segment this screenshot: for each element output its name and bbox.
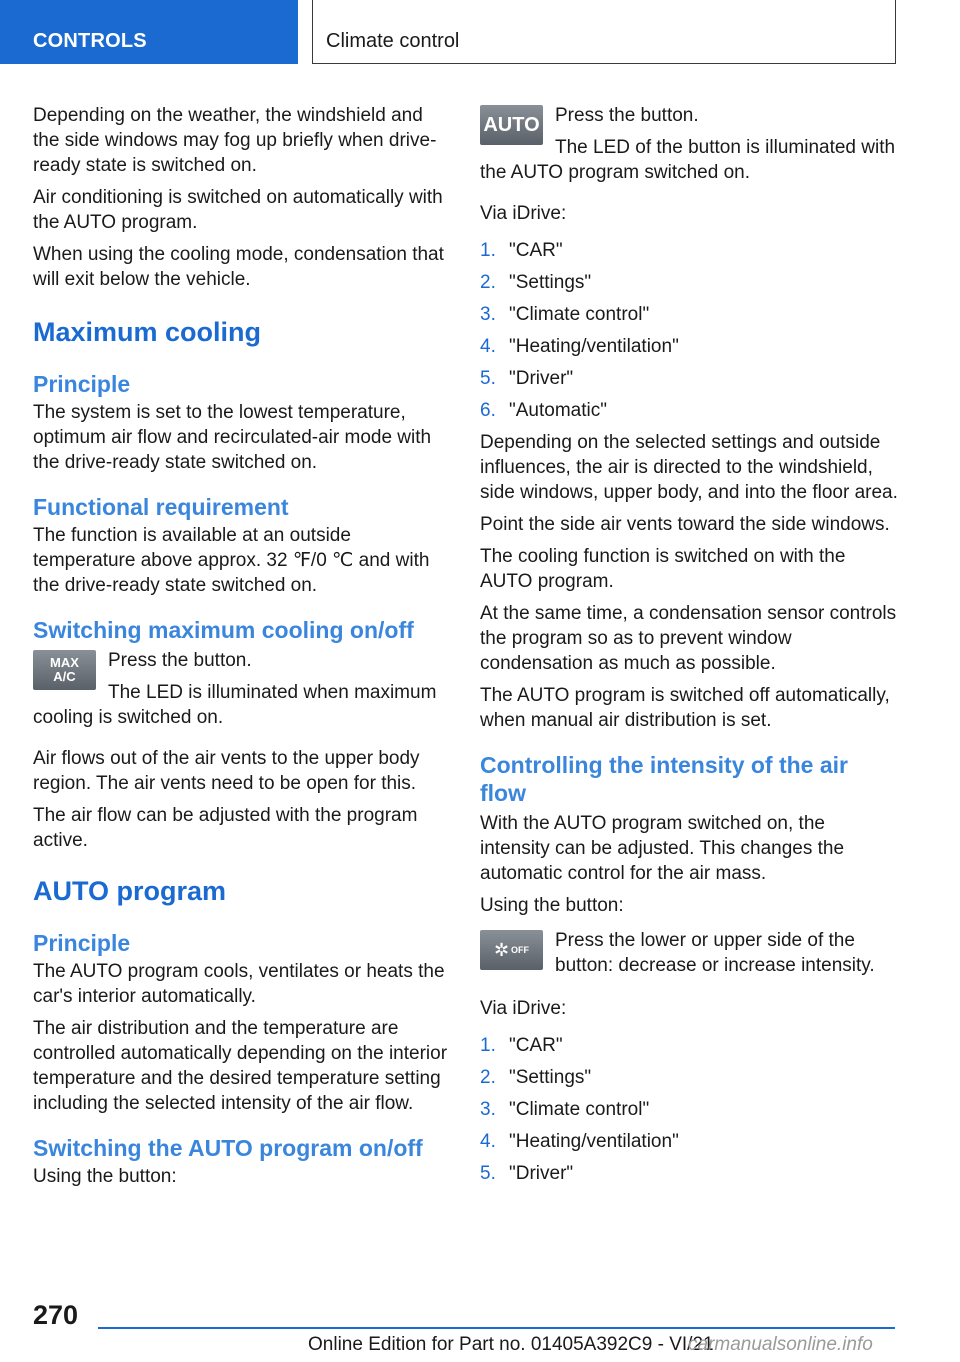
heading-maximum-cooling: Maximum cooling (33, 317, 262, 347)
heading-auto-program: AUTO program (33, 876, 227, 906)
fan-icon: ✲ (493, 939, 510, 960)
list-item-text: "Heating/ventilation" (509, 1131, 679, 1152)
list-item-number: 6. (480, 400, 496, 421)
list-item-number: 4. (480, 336, 496, 357)
paragraph: Using the button: (33, 1166, 177, 1187)
paragraph: When using the cooling mode, condensation that will exit below the vehicle. (33, 244, 444, 290)
section-tab (0, 0, 298, 64)
paragraph: The system is set to the lowest temperature, optimum air flow and recirculated-air mode with the drive-ready state switched on. (33, 402, 432, 473)
list-item (480, 1129, 898, 1154)
auto-instruction (480, 103, 898, 185)
heading-functional-requirement: Functional requirement (33, 494, 289, 520)
list-item-text: "Settings" (509, 272, 592, 293)
list-item (480, 1033, 898, 1058)
paragraph: With the AUTO program switched on, the intensity can be adjusted. This changes the automatic control for the air mass. (480, 813, 845, 884)
chapter-header (312, 0, 896, 64)
paragraph: The AUTO program cools, ventilates or heats the car's interior automatically. (33, 961, 445, 1007)
idrive-steps-list (480, 238, 898, 423)
list-item-number: 1. (480, 240, 496, 261)
paragraph: The air flow can be adjusted with the program active. (33, 805, 418, 851)
fan-button-icon: ✲ OFF (480, 930, 543, 970)
paragraph: Via iDrive: (480, 203, 567, 224)
heading-switching-max-cooling: Switching maximum cooling on/off (33, 617, 414, 643)
heading-principle: Principle (33, 371, 131, 397)
list-item (480, 238, 898, 263)
list-item-text: "CAR" (509, 240, 563, 261)
list-item-number: 4. (480, 1131, 496, 1152)
page-number: 270 (33, 1300, 79, 1330)
list-item (480, 366, 898, 391)
list-item (480, 302, 898, 327)
paragraph: Via iDrive: (480, 998, 567, 1019)
heading-controlling-intensity: Controlling the intensity of the air flow (480, 752, 848, 806)
auto-button-icon: AUTO (480, 105, 543, 145)
heading-switching-auto: Switching the AUTO program on/off (33, 1135, 423, 1161)
list-item-text: "Climate control" (509, 1099, 650, 1120)
watermark: carmanualsonline.info (688, 1334, 873, 1355)
paragraph: Press the button. (108, 650, 252, 671)
list-item-text: "CAR" (509, 1035, 563, 1056)
heading-principle: Principle (33, 930, 131, 956)
fan-instruction (480, 928, 898, 988)
list-item-number: 5. (480, 1163, 496, 1184)
list-item-text: "Heating/ventilation" (509, 336, 679, 357)
paragraph: Depending on the selected settings and outside influences, the air is directed to the windshield, side windows, upper body, and into the floor area. (480, 432, 898, 503)
list-item-number: 3. (480, 304, 496, 325)
paragraph: The AUTO program is switched off automatically, when manual air distribution is set. (480, 685, 890, 731)
section-label: CONTROLS (33, 30, 147, 52)
list-item-text: "Settings" (509, 1067, 592, 1088)
right-column (480, 103, 898, 1193)
paragraph: The LED is illuminated when maximum cooling is switched on. (33, 682, 437, 728)
list-item (480, 1097, 898, 1122)
paragraph: Air flows out of the air vents to the upper body region. The air vents need to be open for this. (33, 748, 420, 794)
list-item-number: 2. (480, 1067, 496, 1088)
paragraph: Point the side air vents toward the side windows. (480, 514, 890, 535)
list-item (480, 1065, 898, 1090)
list-item-number: 1. (480, 1035, 496, 1056)
paragraph: Air conditioning is switched on automatically with the AUTO program. (33, 187, 443, 233)
list-item (480, 1161, 898, 1186)
chapter-title: Climate control (326, 30, 460, 52)
list-item-text: "Automatic" (509, 400, 607, 421)
max-ac-button-icon: MAX A/C (33, 650, 96, 690)
list-item-text: "Driver" (509, 1163, 574, 1184)
edition-text: Online Edition for Part no. 01405A392C9 - VI/21 (308, 1334, 714, 1355)
list-item (480, 270, 898, 295)
paragraph: Depending on the weather, the windshield and the side windows may fog up briefly when drive-ready state is switched on. (33, 105, 437, 176)
paragraph: The air distribution and the temperature are controlled automatically depending on the interior temperature and the desired temperature setting including the selected intensity of the air flow. (33, 1018, 448, 1114)
left-column (33, 103, 451, 1196)
paragraph: The LED of the button is illuminated with the AUTO program switched on. (480, 137, 896, 183)
paragraph: Using the button: (480, 895, 624, 916)
max-ac-instruction (33, 648, 451, 730)
paragraph: At the same time, a condensation sensor controls the program so as to prevent window condensation as much as possible. (480, 603, 897, 674)
idrive-steps-list (480, 1033, 898, 1186)
list-item (480, 334, 898, 359)
paragraph: The function is available at an outside temperature above approx. 32 ℉/0 ℃ and with the drive-ready state switched on. (33, 525, 430, 596)
paragraph: The cooling function is switched on with the AUTO program. (480, 546, 846, 592)
list-item-text: "Climate control" (509, 304, 650, 325)
list-item-number: 5. (480, 368, 496, 389)
footer-divider (98, 1327, 895, 1329)
list-item (480, 398, 898, 423)
paragraph: Press the lower or upper side of the button: decrease or increase intensity. (555, 930, 875, 976)
list-item-text: "Driver" (509, 368, 574, 389)
list-item-number: 2. (480, 272, 496, 293)
paragraph: Press the button. (555, 105, 699, 126)
list-item-number: 3. (480, 1099, 496, 1120)
